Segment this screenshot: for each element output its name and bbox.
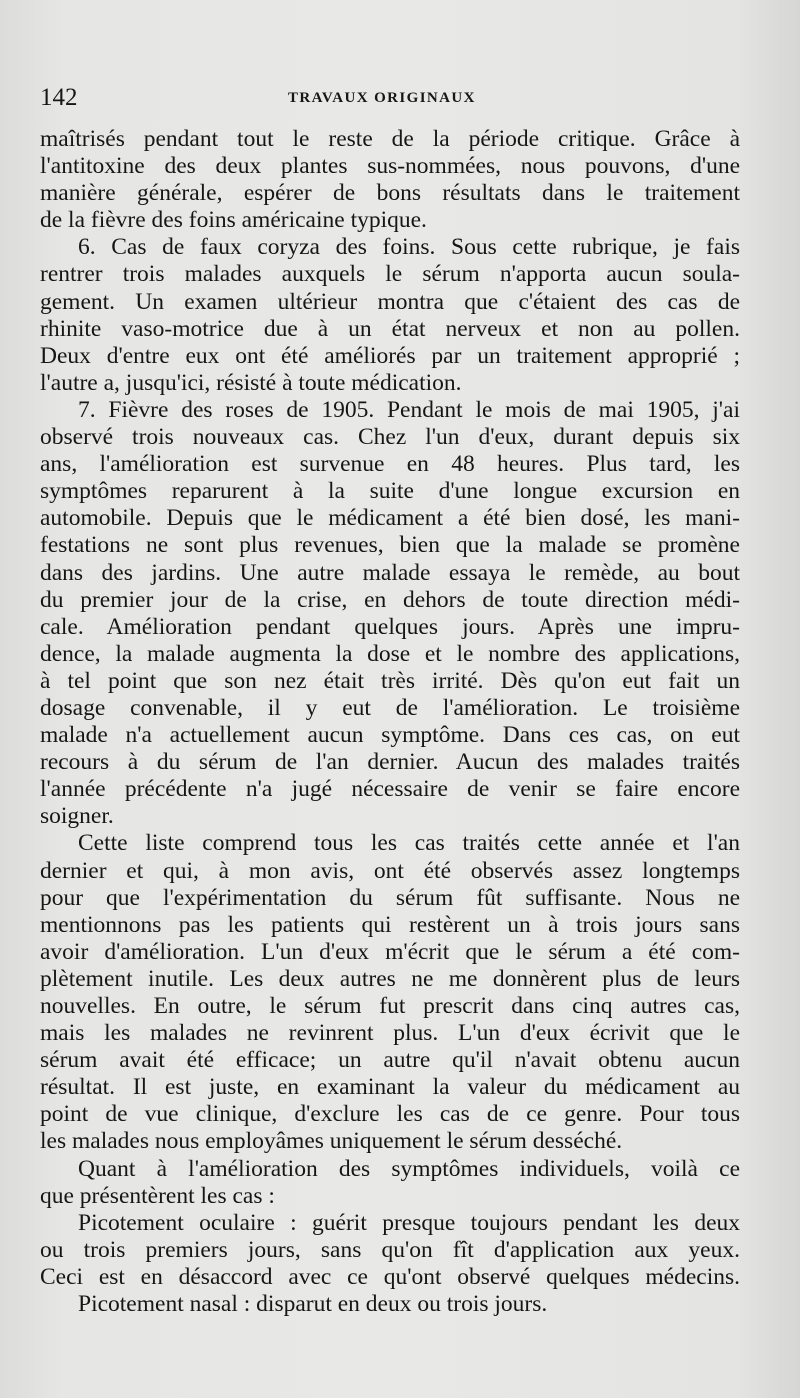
text-line: 7. Fièvre des roses de 1905. Pendant le mois de mai 1905, j'ai <box>78 396 740 423</box>
text-line: plètement inutile. Les deux autres ne me donnèrent plus de leurs <box>40 965 740 992</box>
text-line: dernier et qui, à mon avis, ont été observés assez longtemps <box>40 857 740 884</box>
text-line: maîtrisés pendant tout le reste de la période critique. Grâce à <box>40 126 740 152</box>
text-line: manière générale, espérer de bons résultats dans le traitement <box>40 180 740 207</box>
text-line: Deux d'entre eux ont été améliorés par un traitement approprié ; <box>40 342 740 369</box>
text-line: mentionnons pas les patients qui restèrent un à trois jours sans <box>40 911 740 938</box>
text-line: sérum avait été efficace; un autre qu'il n'avait obtenu aucun <box>40 1047 740 1074</box>
text-line: mais les malades ne revinrent plus. L'un d'eux écrivit que le <box>40 1020 740 1047</box>
text-line: que présentèrent les cas : <box>40 1182 275 1209</box>
text-line: nouvelles. En outre, le sérum fut prescrit dans cinq autres cas, <box>40 993 740 1019</box>
text-line: l'année précédente n'a jugé nécessaire de venir se faire encore <box>40 776 740 803</box>
text-line: rhinite vaso-motrice due à un état nerveux et non au pollen. <box>40 315 740 342</box>
text-line: résultat. Il est juste, en examinant la valeur du médicament au <box>40 1074 740 1101</box>
text-line: l'autre a, jusqu'ici, résisté à toute médication. <box>40 369 462 396</box>
running-head: TRAVAUX ORIGINAUX <box>288 90 476 106</box>
text-line: ou trois premiers jours, sans qu'on fît d'application aux yeux. <box>40 1236 740 1263</box>
text-line: Picotement oculaire : guérit presque toujours pendant les deux <box>78 1209 740 1236</box>
page-header <box>40 82 740 112</box>
text-line: Quant à l'amélioration des symptômes individuels, voilà ce <box>78 1155 740 1182</box>
text-line: malade n'a actuellement aucun symptôme. Dans ces cas, on eut <box>40 722 740 749</box>
text-line: point de vue clinique, d'exclure les cas de ce genre. Pour tous <box>40 1101 740 1128</box>
text-line: rentrer trois malades auxquels le sérum n'apporta aucun soula- <box>40 261 740 288</box>
text-line: ans, l'amélioration est survenue en 48 heures. Plus tard, les <box>40 451 740 478</box>
text-line: 6. Cas de faux coryza des foins. Sous cette rubrique, je fais <box>78 234 740 261</box>
text-line: du premier jour de la crise, en dehors de toute direction médi- <box>40 586 740 613</box>
text-line: dans des jardins. Une autre malade essaya le remède, au bout <box>40 559 740 586</box>
text-line: les malades nous employâmes uniquement le sérum desséché. <box>40 1128 623 1155</box>
text-line: automobile. Depuis que le médicament a été bien dosé, les mani- <box>40 505 740 532</box>
text-line: cale. Amélioration pendant quelques jours. Après une impru- <box>40 613 740 640</box>
body-text <box>40 126 740 1318</box>
text-line: de la fièvre des foins américaine typique. <box>40 207 427 234</box>
text-line: recours à du sérum de l'an dernier. Aucun des malades traités <box>40 749 740 776</box>
text-line: avoir d'amélioration. L'un d'eux m'écrit que le sérum a été com- <box>40 938 740 965</box>
text-line: symptômes reparurent à la suite d'une longue excursion en <box>40 478 740 505</box>
text-line: gement. Un examen ultérieur montra que c'étaient des cas de <box>40 288 740 315</box>
text-line: Cette liste comprend tous les cas traités cette année et l'an <box>78 830 740 857</box>
text-line: dence, la malade augmenta la dose et le nombre des applications, <box>40 640 740 667</box>
text-line: dosage convenable, il y eut de l'amélioration. Le troisième <box>40 694 740 721</box>
text-line: Ceci est en désaccord avec ce qu'ont observé quelques médecins. <box>40 1263 740 1290</box>
text-line: à tel point que son nez était très irrité. Dès qu'on eut fait un <box>40 667 740 694</box>
text-line: l'antitoxine des deux plantes sus-nommées, nous pouvons, d'une <box>40 153 740 180</box>
page-number: 142 <box>40 84 78 111</box>
text-line: festations ne sont plus revenues, bien que la malade se promène <box>40 532 740 559</box>
text-line: observé trois nouveaux cas. Chez l'un d'eux, durant depuis six <box>40 424 740 451</box>
text-line: pour que l'expérimentation du sérum fût suffisante. Nous ne <box>40 884 740 911</box>
text-line: soigner. <box>40 803 114 830</box>
text-line: Picotement nasal : disparut en deux ou trois jours. <box>78 1291 548 1318</box>
